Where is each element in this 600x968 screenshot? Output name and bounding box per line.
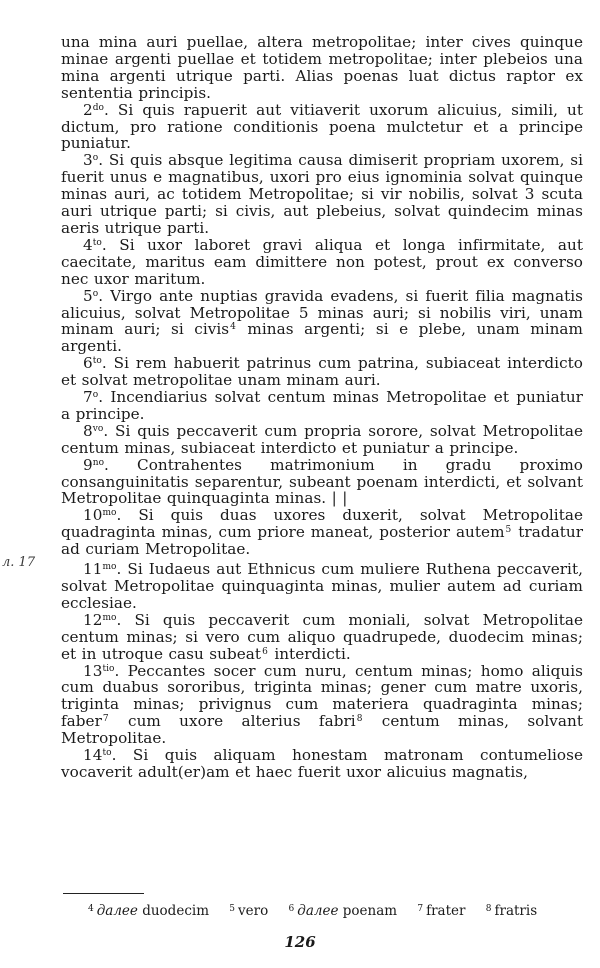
footnote-text: poenam: [342, 903, 398, 919]
footnote-item: [88, 903, 209, 919]
footnote-number: 8: [485, 904, 492, 914]
paragraph-3-text: . Si quis absque legitima causa dimiserit propriam uxorem, si fuerit unus e magnatibus, uxori pro eius ignominia solvat quinque minas auri, ac totidem Metropolitae; si vir nobilis, solvat 3 scuta auri utrique parti; si civis, aut plebeius, solvat quindecim minas aeris utrique parti.: [61, 151, 583, 237]
ordinal: 7: [83, 388, 93, 407]
paragraph-1-text: una mina auri puellae, altera metropolitae; inter cives quinque minae argenti puellae et totidem metropolitae; inter plebeios una mina argenti utrique parti. Alias poenas luat dictus raptor ex sententia principis.: [61, 33, 583, 102]
ordinal-suffix: to: [92, 237, 102, 248]
paragraph-11-text: . Si Iudaeus aut Ethnicus cum muliere Ruthena peccaverit, solvat Metropolitae quinquaginta minas, mulier autem ad curiam ecclesiae.: [61, 560, 583, 612]
ordinal: 3: [83, 151, 93, 170]
paragraph-14-text: . Si quis aliquam honestam matronam contumeliose vocaverit adult(er)am et haec fuerit uxor alicuius magnatis,: [61, 746, 583, 781]
footnote-item: [417, 903, 465, 919]
ordinal: 12: [83, 610, 103, 629]
ordinal-suffix: mo: [102, 612, 117, 623]
footnote-text: frater: [426, 903, 466, 919]
footnote-label: далее: [297, 903, 339, 919]
paragraph-12-text-a: . Si quis peccaverit cum moniali, solvat Metropolitae centum minas; si vero cum aliquo quadrupede, duodecim minas; et in utroque casu subeat: [61, 610, 583, 663]
paragraph-14: [61, 747, 583, 781]
footnote-item: [229, 903, 268, 919]
ordinal: 5: [83, 286, 93, 305]
paragraph-5: [61, 288, 583, 356]
footnote-item: [289, 903, 398, 919]
footnote-ref: 8: [356, 714, 363, 725]
ordinal-suffix: to: [92, 356, 102, 367]
footnotes: [88, 903, 588, 919]
footnote-number: 7: [417, 904, 424, 914]
paragraph-6: [61, 355, 583, 389]
footnote-number: 5: [229, 904, 236, 914]
footnote-item: [486, 903, 537, 919]
ordinal-suffix: to: [102, 748, 112, 759]
ordinal-suffix: do: [92, 102, 104, 113]
footnote-label: далее: [96, 903, 138, 919]
paragraph-7: [61, 389, 583, 423]
paragraph-6-text: . Si rem habuerit patrinus cum patrina, subiaceat interdicto et solvat metropolitae unam minam auri.: [61, 354, 583, 390]
paragraph-13-text-b: cum uxore alterius fabri: [109, 712, 356, 731]
ordinal-suffix: mo: [102, 508, 117, 519]
paragraph-11: [61, 561, 583, 612]
ordinal-suffix: o: [92, 288, 99, 299]
paragraph-4-text: . Si uxor laboret gravi aliqua et longa infirmitate, aut caecitate, maritus eam dimittere non potest, prout ex converso nec uxor maritum.: [61, 235, 583, 288]
paragraph-1: [61, 34, 583, 102]
footnote-ref: 5: [505, 525, 512, 536]
margin-folio-note: л. 17: [2, 555, 36, 570]
ordinal-suffix: o: [92, 153, 99, 164]
paragraph-12-text-b: interdicti.: [268, 644, 351, 663]
paragraph-8-text: . Si quis peccaverit cum propria sorore, solvat Metropolitae centum minas, subiaceat interdicto et puniatur a principe.: [61, 421, 583, 457]
ordinal: 9: [83, 455, 93, 474]
paragraph-12: [61, 612, 583, 663]
paragraph-9: [61, 457, 583, 508]
footnote-text: duodecim: [142, 903, 209, 919]
footnote-text: vero: [238, 903, 269, 919]
ordinal-suffix: vo: [92, 423, 104, 434]
ordinal-suffix: mo: [102, 562, 117, 573]
body-text: [61, 34, 583, 781]
paragraph-2-text: . Si quis rapuerit aut vitiaverit uxorum alicuius, simili, ut dictum, pro ratione conditionis poena mulctetur et a principe puniatur.: [61, 100, 583, 153]
paragraph-13-text-c: centum minas, solvant Metropolitae.: [61, 712, 583, 748]
paragraph-13-text-a: . Peccantes socer cum nuru, centum minas; homo aliquis cum duabus sororibus, triginta minas; gener cum matre uxoris, triginta minas; privignus cum materiera quadraginta minas; faber: [61, 661, 583, 731]
paragraph-10-text-b: tradatur ad curiam Metropolitae.: [61, 523, 584, 559]
paragraph-13: [61, 663, 583, 748]
paragraph-10: [61, 507, 583, 558]
ordinal: 13: [83, 661, 103, 680]
footnote-number: 6: [288, 904, 295, 914]
ordinal: 6: [83, 354, 93, 373]
paragraph-7-text: . Incendiarius solvat centum minas Metropolitae et puniatur a principe.: [61, 388, 583, 423]
ordinal: 2: [83, 100, 93, 119]
paragraph-8: [61, 423, 583, 457]
paragraph-5-text-a: . Virgo ante nuptias gravida evadens, si fuerit filia magnatis alicuius, solvat Metropolitae 5 minas auri; si nobilis viri, unam minam auri; si civis: [61, 286, 583, 339]
ordinal-suffix: tio: [102, 663, 115, 674]
footnote-divider: [63, 893, 144, 894]
ordinal: 10: [83, 506, 103, 525]
page-number: 126: [284, 933, 316, 951]
paragraph-3: [61, 152, 583, 237]
footnote-ref: 7: [102, 714, 109, 725]
paragraph-10-text-a: . Si quis duas uxores duxerit, solvat Metropolitae quadraginta minas, cum priore maneat, posterior autem: [61, 506, 583, 542]
ordinal: 8: [83, 421, 93, 440]
footnote-number: 4: [88, 904, 94, 914]
ordinal: 4: [83, 235, 93, 254]
ordinal: 11: [83, 560, 103, 579]
ordinal: 14: [83, 746, 103, 765]
footnote-ref: 6: [262, 646, 268, 657]
paragraph-5-text-b: minas argenti; si e plebe, unam minam argenti.: [61, 320, 583, 356]
ordinal-suffix: o: [92, 390, 99, 401]
footnote-text: fratris: [494, 903, 538, 919]
paragraph-9-text: . Contrahentes matrimonium in gradu proximo consanguinitatis separentur, subeant poenam interdicti, et solvant Metropolitae quinquaginta minas. | |: [61, 455, 583, 508]
ordinal-suffix: no: [92, 457, 105, 468]
paragraph-2: [61, 102, 583, 153]
paragraph-4: [61, 237, 583, 288]
footnote-ref: 4: [230, 322, 236, 333]
